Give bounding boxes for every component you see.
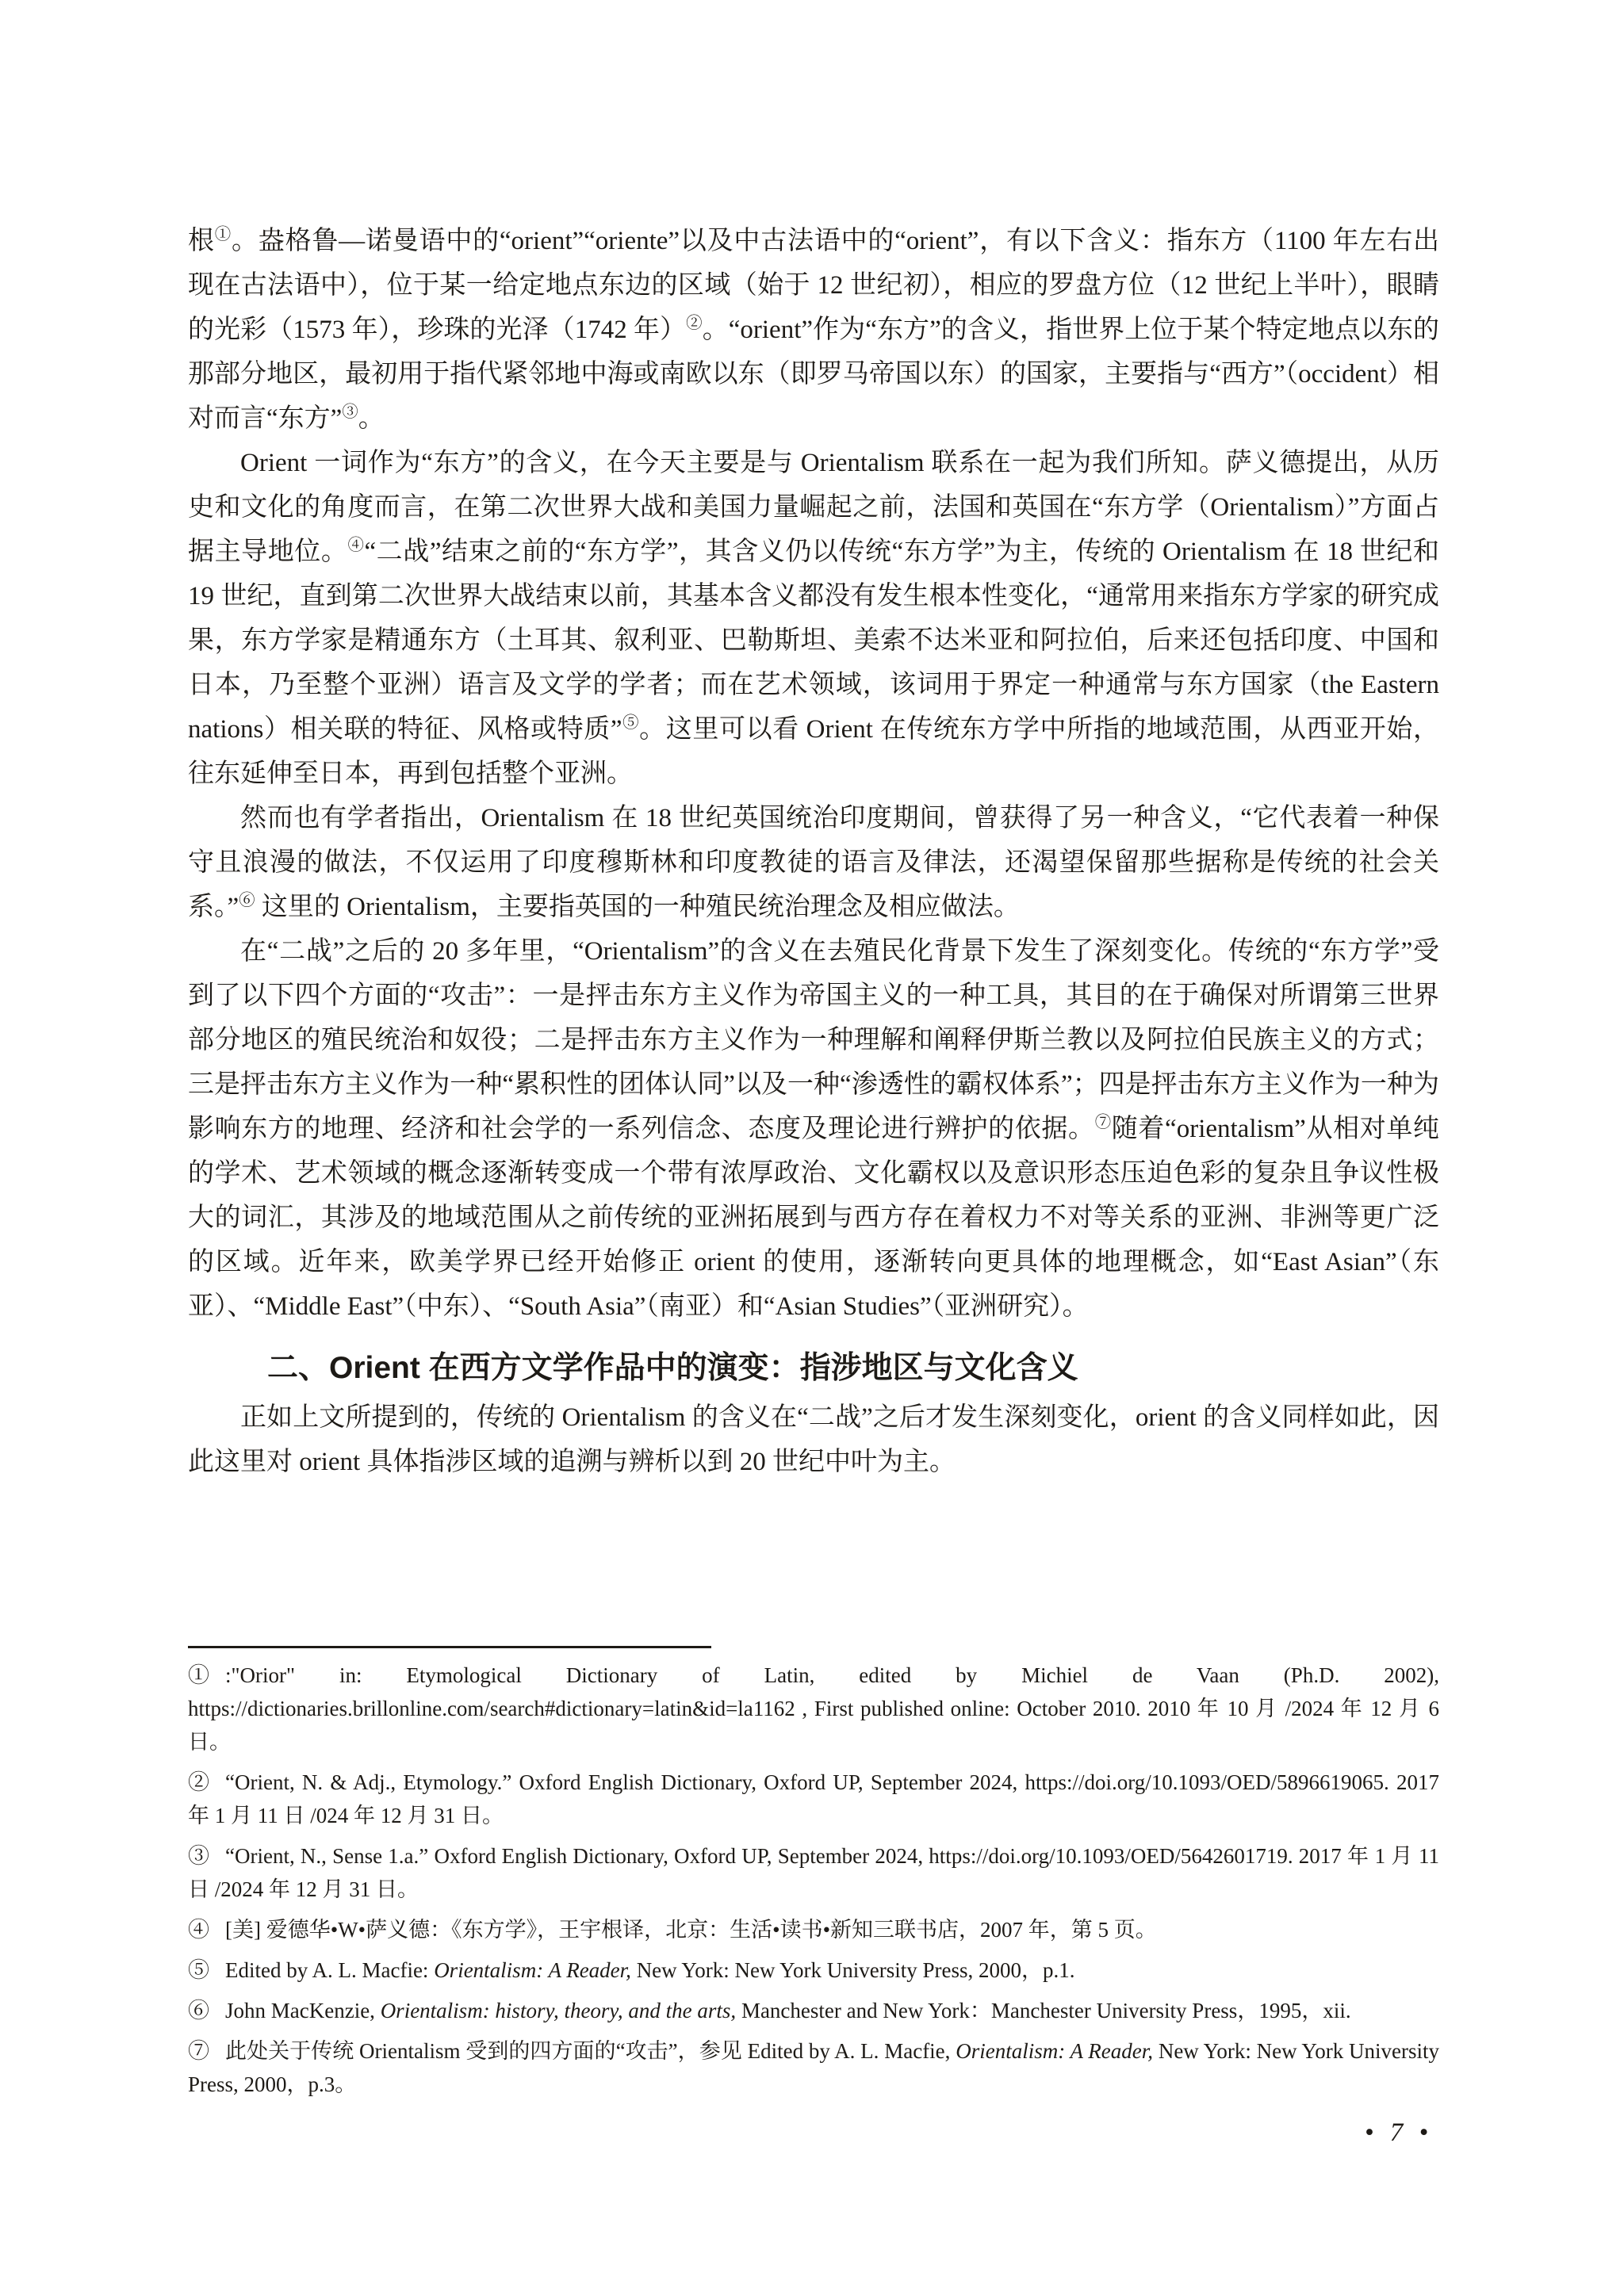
text-segment: 然而也有学者指出，Orientalism 在 18 世纪英国统治印度期间，曾获得了另一种含义，“它代表着一种保守且浪漫的做法，不仅运用了印度穆斯林和印度教徒的语言及律法，还渴望保留那些据称是传统的社会关系。” <box>188 804 1439 921</box>
text-segment: New York: New York University Press, 2000，p.3。 <box>188 2039 1439 2096</box>
footnote-ref: ④ <box>347 537 365 554</box>
text-segment: [美] 爱德华•W•萨义德：《东方学》，王宇根译，北京：生活•读书•新知三联书店，2007 年，第 5 页。 <box>225 1918 1157 1942</box>
body-paragraph <box>188 796 1439 929</box>
footnote <box>188 1766 1439 1832</box>
footnote <box>188 1839 1439 1906</box>
body-paragraph <box>188 441 1439 796</box>
text-segment: “Orient, N., Sense 1.a.” Oxford English Dictionary, Oxford UP, September 2024, https://doi.org/10.1093/OED/5642601719. 2017 年 1 月 11 日 /2024 年 12 月 31 日。 <box>188 1844 1439 1901</box>
footnote-marker: ④ <box>188 1918 209 1942</box>
text-segment: Manchester and New York：Manchester University Press，1995，xii. <box>736 1999 1351 2022</box>
body-paragraph <box>188 929 1439 1329</box>
footnote <box>188 1659 1439 1758</box>
footnote-text <box>188 1663 1439 1754</box>
footnote-marker: ⑤ <box>188 1958 209 1982</box>
footnote-ref: ⑦ <box>1094 1114 1112 1131</box>
text-segment: 此处关于传统 Orientalism 受到的四方面的“攻击”，参见 Edited by A. L. Macfie, <box>225 2039 956 2063</box>
footnote <box>188 1994 1439 2027</box>
footnote <box>188 2034 1439 2101</box>
text-segment: 根 <box>188 227 215 255</box>
footnote-ref: ② <box>686 315 703 332</box>
footnote <box>188 1913 1439 1946</box>
text-segment: 。盎格鲁—诺曼语中的“orient”“oriente”以及中古法语中的“orient”，有以下含义：指东方（1100 年左右出现在古法语中），位于某一给定地点东边的区域（始于 12 世纪初），相应的罗盘方位（12 世纪上半叶），眼睛的光彩（1573 年），珍珠的光泽（1742 年） <box>188 227 1440 344</box>
text-segment: Edited by A. L. Macfie: <box>225 1958 435 1982</box>
footnote-text <box>225 1918 1157 1942</box>
footnote-marker: ⑦ <box>188 2039 209 2063</box>
footnote-ref: ① <box>214 226 232 243</box>
footnote-ref: ③ <box>342 404 358 421</box>
text-segment: 。“orient”作为“东方”的含义，指世界上位于某个特定地点以东的那部分地区，最初用于指代紧邻地中海或南欧以东（即罗马帝国以东）的国家，主要指与“西方”（occident）相对而言“东方” <box>188 316 1440 433</box>
text-segment: John MacKenzie, <box>225 1999 381 2022</box>
footnote-text <box>188 2039 1439 2096</box>
italic-title: Orientalism: A Reader, <box>956 2039 1154 2063</box>
footnote-ref: ⑥ <box>239 892 255 909</box>
footnotes-section <box>188 1659 1439 2108</box>
footnote-separator <box>188 1646 711 1648</box>
body-paragraph <box>188 219 1439 441</box>
text-segment: 这里的 Orientalism，主要指英国的一种殖民统治理念及相应做法。 <box>255 893 1020 921</box>
footnote-text <box>188 1770 1439 1827</box>
footnote <box>188 1954 1439 1987</box>
footnote-marker: ① <box>188 1663 209 1687</box>
body-text <box>188 219 1439 1484</box>
body-paragraph <box>188 1395 1439 1484</box>
footnote-text <box>188 1844 1439 1901</box>
footnote-marker: ③ <box>188 1844 209 1868</box>
page-number: • 7 • <box>1364 2118 1433 2147</box>
italic-title: Orientalism: A Reader, <box>434 1958 631 1982</box>
text-segment: “二战”结束之前的“东方学”，其含义仍以传统“东方学”为主，传统的 Orientalism 在 18 世纪和 19 世纪，直到第二次世界大战结束以前，其基本含义都没有发生根本性变化，“通常用来指东方学家的研究成果，东方学家是精通东方（土耳其、叙利亚、巴勒斯坦、美索不达米亚和阿拉伯，后来还包括印度、中国和日本，乃至整个亚洲）语言及文学的学者；而在艺术领域，该词用于界定一种通常与东方国家（the Eastern nations）相关联的特征、风格或特质” <box>188 538 1440 744</box>
text-segment: “Orient, N. & Adj., Etymology.” Oxford English Dictionary, Oxford UP, September 2024, https://doi.org/10.1093/OED/5896619065. 2017 年 1 月 11 日 /024 年 12 月 31 日。 <box>188 1770 1439 1827</box>
section-heading: 二、Orient 在西方文学作品中的演变：指涉地区与文化含义 <box>267 1351 1078 1385</box>
text-segment: Orient 一词作为“东方”的含义，在今天主要是与 Orientalism 联系在一起为我们所知。萨义德提出，从历史和文化的角度而言，在第二次世界大战和美国力量崛起之前，法国和英国在“东方学（Orientalism）”方面占据主导地位。 <box>188 449 1439 566</box>
text-segment: 随着“orientalism”从相对单纯的学术、艺术领域的概念逐渐转变成一个带有浓厚政治、文化霸权以及意识形态压迫色彩的复杂且争议性极大的词汇，其涉及的地域范围从之前传统的亚洲拓展到与西方存在着权力不对等关系的亚洲、非洲等更广泛的区域。近年来，欧美学界已经开始修正 orient 的使用，逐渐转向更具体的地理概念，如“East Asian”（东亚）、“Middle East”（中东）、“South Asia”（南亚）和“Asian Studies”（亚洲研究）。 <box>188 1115 1440 1321</box>
footnote-text <box>225 1999 1351 2022</box>
text-segment: :"Orior" in: Etymological Dictionary of Latin, edited by Michiel de Vaan (Ph.D. 2002), https://dictionaries.brillonline.com/search#dictionary=latin&id=la1162 , First published online: October 2010. 2010 年 10 月 /2024 年 12 月 6 日。 <box>188 1663 1439 1754</box>
italic-title: Orientalism: history, theory, and the arts, <box>380 1999 737 2022</box>
text-segment: 正如上文所提到的，传统的 Orientalism 的含义在“二战”之后才发生深刻变化，orient 的含义同样如此，因此这里对 orient 具体指涉区域的追溯与辨析以到 20 世纪中叶为主。 <box>188 1403 1439 1476</box>
footnote-marker: ⑥ <box>188 1999 209 2022</box>
footnote-ref: ⑤ <box>622 714 640 732</box>
footnote-marker: ② <box>188 1770 209 1794</box>
text-segment: New York: New York University Press, 2000，p.1. <box>630 1958 1075 1982</box>
footnote-text <box>225 1958 1074 1982</box>
text-segment: 。 <box>358 404 385 433</box>
text-segment: 。这里可以看 Orient 在传统东方学中所指的地域范围，从西亚开始，往东延伸至日本，再到包括整个亚洲。 <box>188 715 1439 788</box>
text-segment: 在“二战”之后的 20 多年里，“Orientalism”的含义在去殖民化背景下发生了深刻变化。传统的“东方学”受到了以下四个方面的“攻击”：一是抨击东方主义作为帝国主义的一种工具，其目的在于确保对所谓第三世界部分地区的殖民统治和奴役；二是抨击东方主义作为一种理解和阐释伊斯兰教以及阿拉伯民族主义的方式；三是抨击东方主义作为一种“累积性的团体认同”以及一种“渗透性的霸权体系”；四是抨击东方主义作为一种为影响东方的地理、经济和社会学的一系列信念、态度及理论进行辨护的依据。 <box>188 937 1439 1143</box>
